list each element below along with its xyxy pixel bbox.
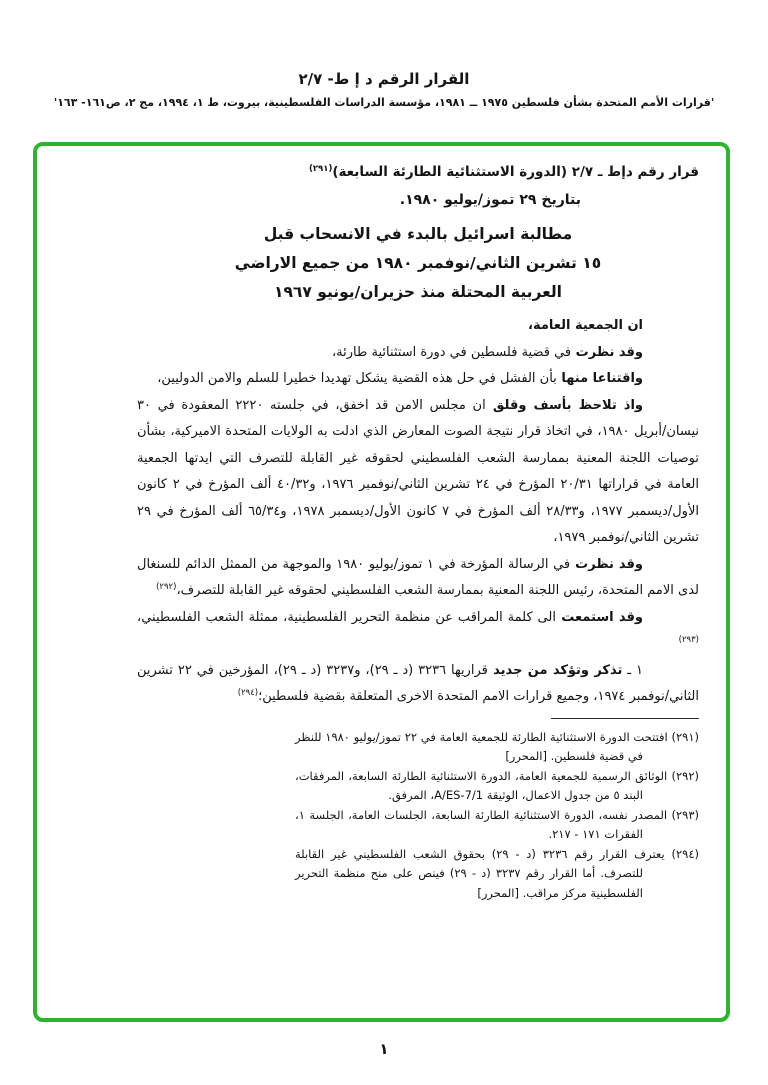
footnotes-block xyxy=(295,728,699,904)
footnote-ref: (٢٩٤) xyxy=(237,688,259,698)
page-number: ١ xyxy=(379,1040,389,1058)
page-header xyxy=(0,70,768,109)
footnote-marker: (٢٩٤) xyxy=(671,846,700,861)
footnote: (٢٩٢) الوثائق الرسمية للجمعية العامة، الدورة الاستثنائية الطارئة السابعة، المرفقات، البند ٥ من جدول الاعمال، الوثيقة ‎A/ES-7/1‎، المرفق. xyxy=(295,768,699,802)
footnote: (٢٩٤) يعترف القرار رقم ٣٢٣٦ (د - ٢٩) بحقوق الشعب الفلسطيني غير القابلة للتصرف. أما القرار رقم ٣٢٣٧ (د - ٢٩) فينص على منح منظمة التحرير الفلسطينية مركز مراقب. [المحرر] xyxy=(295,846,700,900)
resolution-number-text: قرار رقم دإط ـ ٢/٧ (الدورة الاستثنائية الطارئة السابعة) xyxy=(332,164,699,180)
footnote-marker: (٢٩٢) xyxy=(671,768,699,783)
footnote-ref: (٢٩٣) xyxy=(678,635,699,645)
resolution-body xyxy=(137,313,699,711)
footnote-marker: (٢٩١) xyxy=(671,729,699,744)
resolution-frame xyxy=(33,142,730,1022)
footnote: (٢٩١) افتتحت الدورة الاستثنائية الطارئة للجمعية العامة في ٢٢ تموز/يوليو ١٩٨٠ للنظر في قضية فلسطين. [المحرر] xyxy=(295,729,699,763)
body-paragraph: واذ تلاحظ بأسف وقلق ان مجلس الامن قد اخفق، في جلسته ٢٢٢٠ المعقودة في ٣٠ نيسان/أبريل ١٩٨٠، في اتخاذ قرار نتيجة الصوت المعارض الذي ادلت به الولايات المتحدة الاميركية، بشأن توصيات اللجنة المعنية بممارسة الشعب الفلسطيني لحقوقه غير القابلة للتصرف التي ايدتها الجمعية العامة في قراراتها ٢٠/٣١ المؤرخ في ٢٤ تشرين الثاني/نوفمبر ١٩٧٦، و٤٠/٣٢ ألف المؤرخ في ٢ كانون الأول/ديسمبر ١٩٧٧، و٢٨/٣٣ ألف المؤرخ في ٧ كانون الأول/ديسمبر ١٩٧٨، و٦٥/٣٤ ألف المؤرخ في ٢٩ تشرين الثاني/نوفمبر ١٩٧٩، xyxy=(137,397,699,545)
resolution-title-line-3: العربية المحتلة منذ حزيران/يونيو ١٩٦٧ xyxy=(273,283,562,301)
footnote-ref-291-icon: (٢٩١) xyxy=(308,164,333,174)
resolution-title-line-1: مطالبة اسرائيل بالبدء في الانسحاب قبل xyxy=(263,225,573,243)
resolution-number-line xyxy=(137,160,699,184)
body-paragraph: وقد نظرت في الرسالة المؤرخة في ١ تموز/يوليو ١٩٨٠ والموجهة من الممثل الدائم للسنغال لدى الامم المتحدة، رئيس اللجنة المعنية بممارسة الشعب الفلسطيني لحقوقه غير القابلة للتصرف،$^{(٢٩٢)}$ xyxy=(137,556,699,598)
body-paragraph: ١ ـ تذكر وتؤكد من جديد قراريها ٣٢٣٦ (د ـ ٢٩)، و٣٢٣٧ (د ـ ٢٩)، المؤرخين في ٢٢ تشرين الثاني/نوفمبر ١٩٧٤، وجميع قرارات الامم المتحدة الاخرى المتعلقة بقضية فلسطين؛$^{(٢٩٤)}$ xyxy=(137,662,699,704)
footnote-ref: (٢٩٢) xyxy=(156,582,177,592)
header-resolution-number: القرار الرقم د إ ط- ٢/٧ xyxy=(298,70,470,88)
footnote-marker: (٢٩٣) xyxy=(671,807,699,822)
header-source-citation: 'قرارات الأمم المتحدة بشأن فلسطين ١٩٧٥ ــ ١٩٨١، مؤسسة الدراسات الفلسطينية، بيروت، ط ١، ١٩٩٤، مج ٢، ص١٦١- ١٦٣' xyxy=(53,96,715,109)
resolution-title-line-2: ١٥ تشرين الثاني/نوفمبر ١٩٨٠ من جميع الاراضي xyxy=(234,254,602,272)
resolution-date-line: بتاريخ ٢٩ تموز/يوليو ١٩٨٠. xyxy=(399,192,581,208)
resolution-title xyxy=(137,220,699,307)
body-paragraph: وقد نظرت في قضية فلسطين في دورة استثنائية طارئة، xyxy=(331,344,643,360)
body-paragraph: واقتناعا منها بأن الفشل في حل هذه القضية يشكل تهديدا خطيرا للسلم والامن الدوليين، xyxy=(157,371,643,386)
body-paragraph: ان الجمعية العامة، xyxy=(528,318,643,333)
footnote: (٢٩٣) المصدر نفسه، الدورة الاستثنائية الطارئة السابعة، الجلسات العامة، الجلسة ١، الفقرات ١٧١ - ٢١٧. xyxy=(295,807,699,841)
body-paragraph: وقد استمعت الى كلمة المراقب عن منظمة التحرير الفلسطينية، ممثلة الشعب الفلسطيني،$^{(٢٩٣)}$ xyxy=(137,609,699,645)
footnote-separator xyxy=(551,718,699,719)
